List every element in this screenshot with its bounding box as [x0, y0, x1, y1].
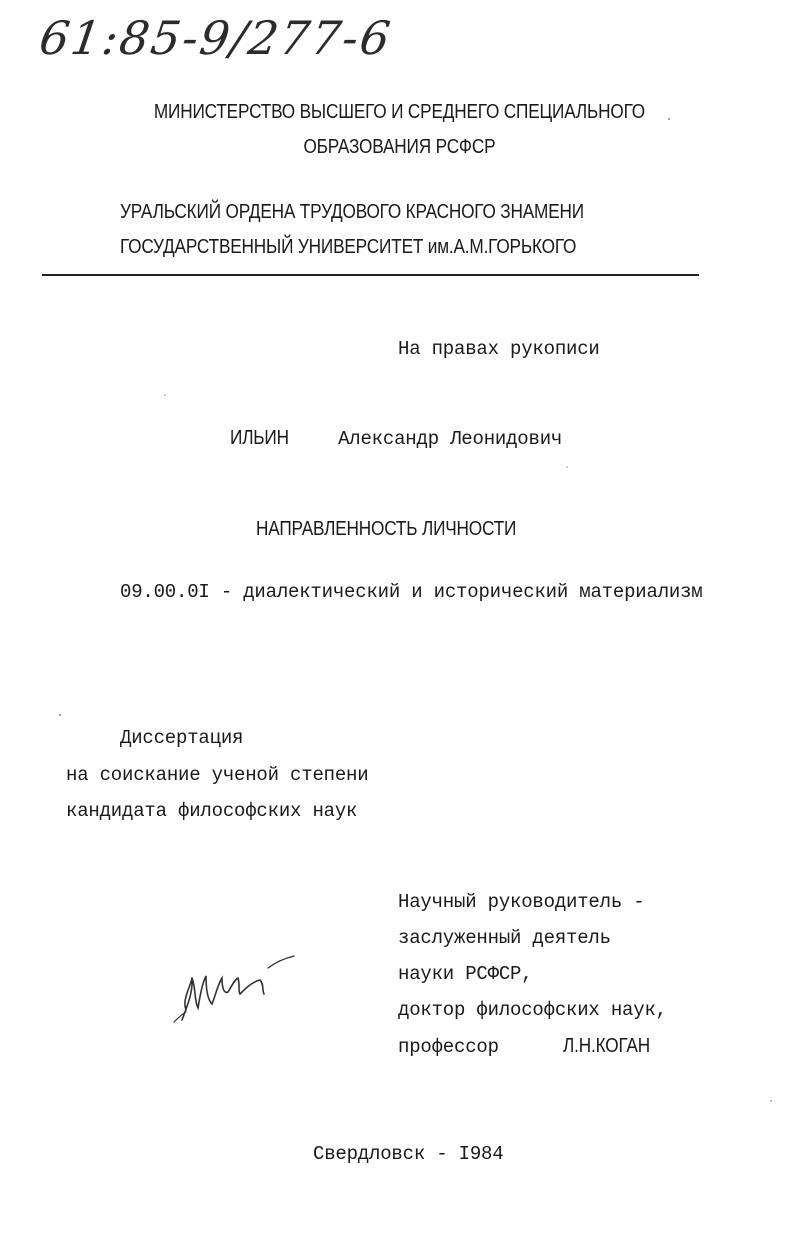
supervisor-line-5: [398, 1034, 664, 1059]
supervisor-role: профессор: [398, 1036, 499, 1058]
supervisor-line-2: заслуженный деятель: [398, 927, 611, 949]
degree-line-2: на соискание ученой степени: [66, 764, 369, 786]
ministry-line-2: ОБРАЗОВАНИЯ РСФСР: [303, 136, 496, 158]
degree-line-3: кандидата философских наук: [66, 800, 358, 822]
scan-speck: [164, 394, 166, 396]
specialty-code: 09.00.0I - диалектический и исторический материализм: [120, 581, 703, 603]
handwritten-signature: [168, 948, 298, 1028]
scan-speck: [59, 714, 61, 716]
university-line-2: ГОСУДАРСТВЕННЫЙ УНИВЕРСИТЕТ им.А.М.ГОРЬКОГО: [120, 236, 577, 258]
city-year: Свердловск - I984: [313, 1143, 504, 1165]
scan-speck: [668, 118, 670, 120]
scan-speck: [770, 1100, 772, 1102]
university-line-1: УРАЛЬСКИЙ ОРДЕНА ТРУДОВОГО КРАСНОГО ЗНАМЕНИ: [120, 201, 584, 223]
supervisor-line-1: Научный руководитель -: [398, 891, 645, 913]
ministry-line-1: МИНИСТЕРСТВО ВЫСШЕГО И СРЕДНЕГО СПЕЦИАЛЬНОГО: [153, 101, 646, 123]
author-given-names: Александр Леонидович: [338, 428, 563, 450]
degree-line-1: Диссертация: [120, 727, 244, 749]
manuscript-note: На правах рукописи: [398, 338, 600, 360]
dissertation-title: НАПРАВЛЕННОСТЬ ЛИЧНОСТИ: [256, 518, 517, 540]
supervisor-line-3: науки РСФСР,: [398, 963, 533, 985]
author-surname: ИЛЬИН: [230, 427, 289, 449]
archive-number-handwritten: 61:85-9/277-6: [36, 11, 396, 65]
author-name: [230, 426, 562, 452]
header-divider: [42, 274, 699, 276]
supervisor-name: Л.Н.КОГАН: [563, 1035, 651, 1057]
scan-speck: [566, 466, 568, 468]
supervisor-line-4: доктор философских наук,: [398, 999, 667, 1021]
